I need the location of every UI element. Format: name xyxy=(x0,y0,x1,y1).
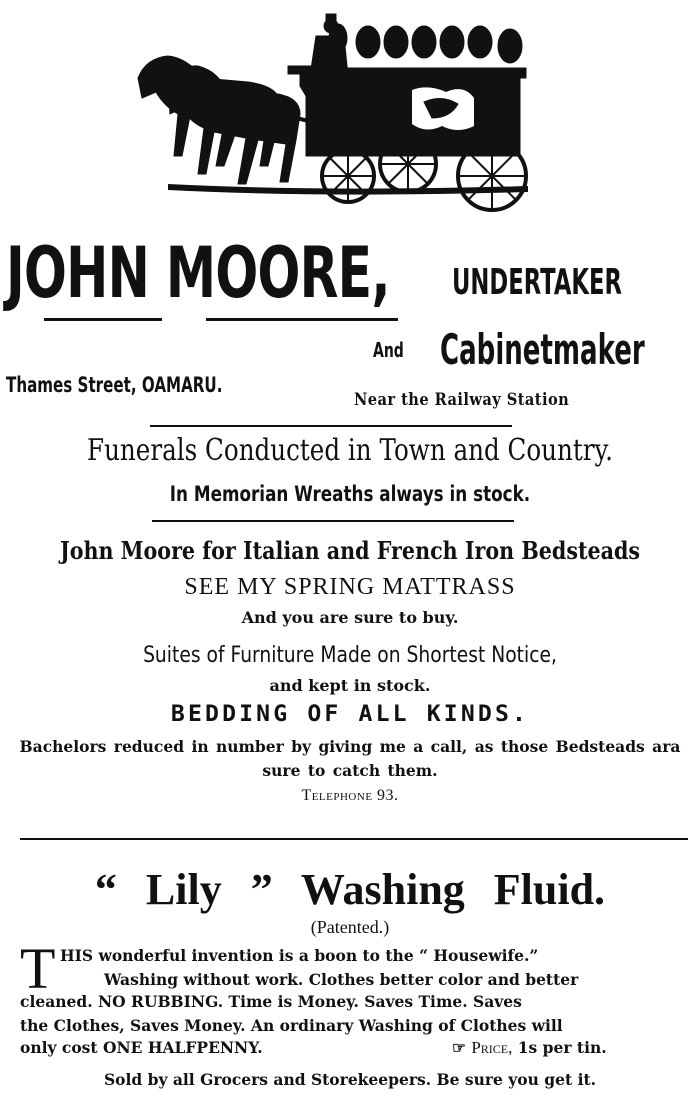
section-divider xyxy=(20,838,688,840)
kept-in-stock-line: and kept in stock. xyxy=(269,676,431,695)
hearse-illustration xyxy=(128,6,538,216)
lily-line-2: Washing without work. Clothes better color and better xyxy=(104,970,579,989)
telephone-line xyxy=(0,787,700,805)
bachelors-paragraph: Bachelors reduced in number by giving me a call, as those Bedsteads ara sure to catch them. xyxy=(19,737,681,780)
sold-by-line: Sold by all Grocers and Storekeepers. Be sure you get it. xyxy=(103,1070,597,1089)
name-underline-1 xyxy=(44,318,162,321)
price-line xyxy=(452,1038,607,1058)
price-value: 1s per tin. xyxy=(517,1038,607,1057)
pointing-hand-icon: ☞ xyxy=(452,1038,466,1057)
telephone-number: 93. xyxy=(377,787,399,804)
divider-1 xyxy=(150,425,512,427)
lily-line-4: the Clothes, Saves Money. An ordinary Washing of Clothes will xyxy=(20,1016,563,1035)
bedding-line: BEDDING OF ALL KINDS. xyxy=(170,702,530,727)
price-label: Price, xyxy=(471,1038,513,1057)
address: Thames Street, OAMARU. xyxy=(6,373,223,397)
mattress-line: SEE MY SPRING MATTRASS xyxy=(184,574,516,600)
lily-line-1: HIS wonderful invention is a boon to the “ Housewife.” xyxy=(60,946,539,965)
patented-note: (Patented.) xyxy=(310,917,390,937)
and-word: And xyxy=(373,338,404,362)
telephone-label: Telephone xyxy=(301,787,373,804)
sure-to-buy-line: And you are sure to buy. xyxy=(241,608,459,627)
trade-undertaker: UNDERTAKER xyxy=(452,262,622,303)
lily-title: “ Lily ” Washing Fluid. xyxy=(94,865,606,914)
lily-line-3: cleaned. NO RUBBING. Time is Money. Saves Time. Saves xyxy=(20,992,522,1011)
suites-line: Suites of Furniture Made on Shortest Notice, xyxy=(143,643,557,668)
divider-2 xyxy=(152,520,514,522)
trade-cabinetmaker: Cabinetmaker xyxy=(440,325,645,374)
bedsteads-line: John Moore for Italian and French Iron Bedsteads xyxy=(59,536,641,565)
business-name: JOHN MOORE, xyxy=(6,232,390,314)
wreaths-line: In Memorian Wreaths always in stock. xyxy=(169,482,531,506)
dropcap-letter: T xyxy=(20,936,56,1001)
name-underline-2 xyxy=(206,318,398,321)
location-note: Near the Railway Station xyxy=(354,390,570,410)
lily-line-5: only cost ONE HALFPENNY. xyxy=(20,1038,263,1057)
funerals-headline: Funerals Conducted in Town and Country. xyxy=(87,433,613,468)
